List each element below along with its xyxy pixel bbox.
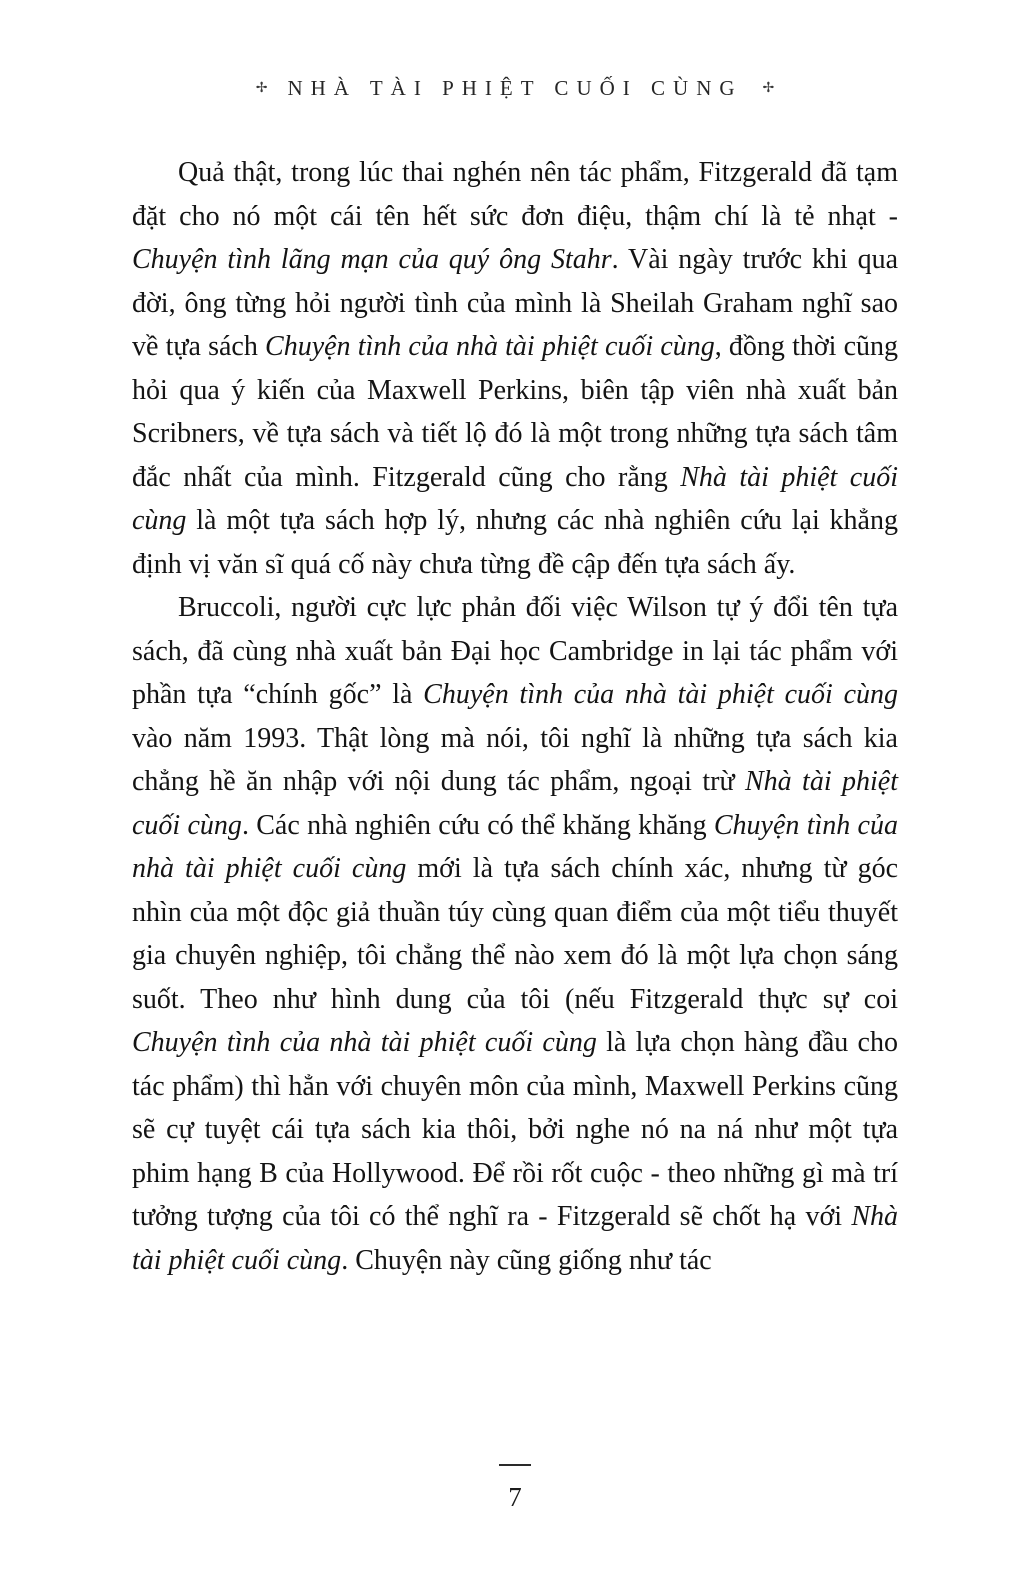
text-segment: , đồng thời cũng hỏi qua ý kiến của Maxwell Perkins, biên tập viên nhà xuất bản Scribners, về tựa sách và tiết lộ đó là một trong những tựa sách tâm đắc nhất của mình. Fitzgerald cũng cho rằng xyxy=(132,331,899,493)
footer-rule xyxy=(499,1464,531,1466)
ornament-icon: ✢ xyxy=(255,81,268,96)
ornament-icon: ✢ xyxy=(762,81,775,96)
text-segment: Quả thật, trong lúc thai nghén nên tác phẩm, Fitzgerald đã tạm đặt cho nó một cái tên hết sức đơn điệu, thậm chí là tẻ nhạt - xyxy=(132,157,898,232)
book-title-italic: Nhà tài phiệt cuối cùng xyxy=(132,766,898,841)
book-title-italic: Chuyện tình của nhà tài phiệt cuối cùng xyxy=(265,331,715,362)
page-number: 7 xyxy=(508,1482,522,1512)
chapter-title: NHÀ TÀI PHIỆT CUỐI CÙNG xyxy=(287,76,743,100)
text-segment: . Chuyện này cũng giống như tác xyxy=(341,1244,712,1276)
text-segment: . Các nhà nghiên cứu có thể khăng khăng xyxy=(241,809,714,841)
text-segment: Bruccoli, người cực lực phản đối việc Wilson tự ý đổi tên tựa sách, đã cùng nhà xuất bản Đại học Cambridge in lại tác phẩm với phần tựa “chính gốc” là xyxy=(132,592,898,710)
book-title-italic: Chuyện tình của nhà tài phiệt cuối cùng xyxy=(132,809,898,884)
running-head xyxy=(132,76,898,101)
book-title-italic: Nhà tài phiệt cuối cùng xyxy=(132,1201,898,1276)
page-body-text xyxy=(132,151,898,1282)
text-segment: vào năm 1993. Thật lòng mà nói, tôi nghĩ là những tựa sách kia chẳng hề ăn nhập với nội dung tác phẩm, ngoại trừ xyxy=(132,722,898,797)
book-title-italic: Chuyện tình lãng mạn của quý ông Stahr xyxy=(132,244,612,275)
text-segment: . Vài ngày trước khi qua đời, ông từng hỏi người tình của mình là Sheilah Graham nghĩ sao về tựa sách xyxy=(132,244,899,362)
book-title-italic: Chuyện tình của nhà tài phiệt cuối cùng xyxy=(132,1027,597,1058)
text-segment: mới là tựa sách chính xác, nhưng từ góc nhìn của một độc giả thuần túy cùng quan điểm của một tiểu thuyết gia chuyên nghiệp, tôi chẳng thể nào xem đó là một lựa chọn sáng suốt. Theo như hình dung của tôi (nếu Fitzgerald thực sự coi xyxy=(132,853,899,1015)
text-segment: là lựa chọn hàng đầu cho tác phẩm) thì hẳn với chuyên môn của mình, Maxwell Perkins cũng sẽ cự tuyệt cái tựa sách kia thôi, bởi nghe nó na ná như một tựa phim hạng B của Hollywood. Để rồi rốt cuộc - theo những gì mà trí tưởng tượng của tôi có thể nghĩ ra - Fitzgerald sẽ chốt hạ với xyxy=(132,1027,898,1232)
book-title-italic: Chuyện tình của nhà tài phiệt cuối cùng xyxy=(423,679,898,710)
paragraph xyxy=(132,151,898,586)
book-title-italic: Nhà tài phiệt cuối cùng xyxy=(132,461,898,536)
text-segment: là một tựa sách hợp lý, nhưng các nhà nghiên cứu lại khẳng định vị văn sĩ quá cố này chưa từng đề cập đến tựa sách ấy. xyxy=(132,505,898,580)
page-footer xyxy=(132,1464,898,1541)
paragraph xyxy=(132,586,898,1282)
